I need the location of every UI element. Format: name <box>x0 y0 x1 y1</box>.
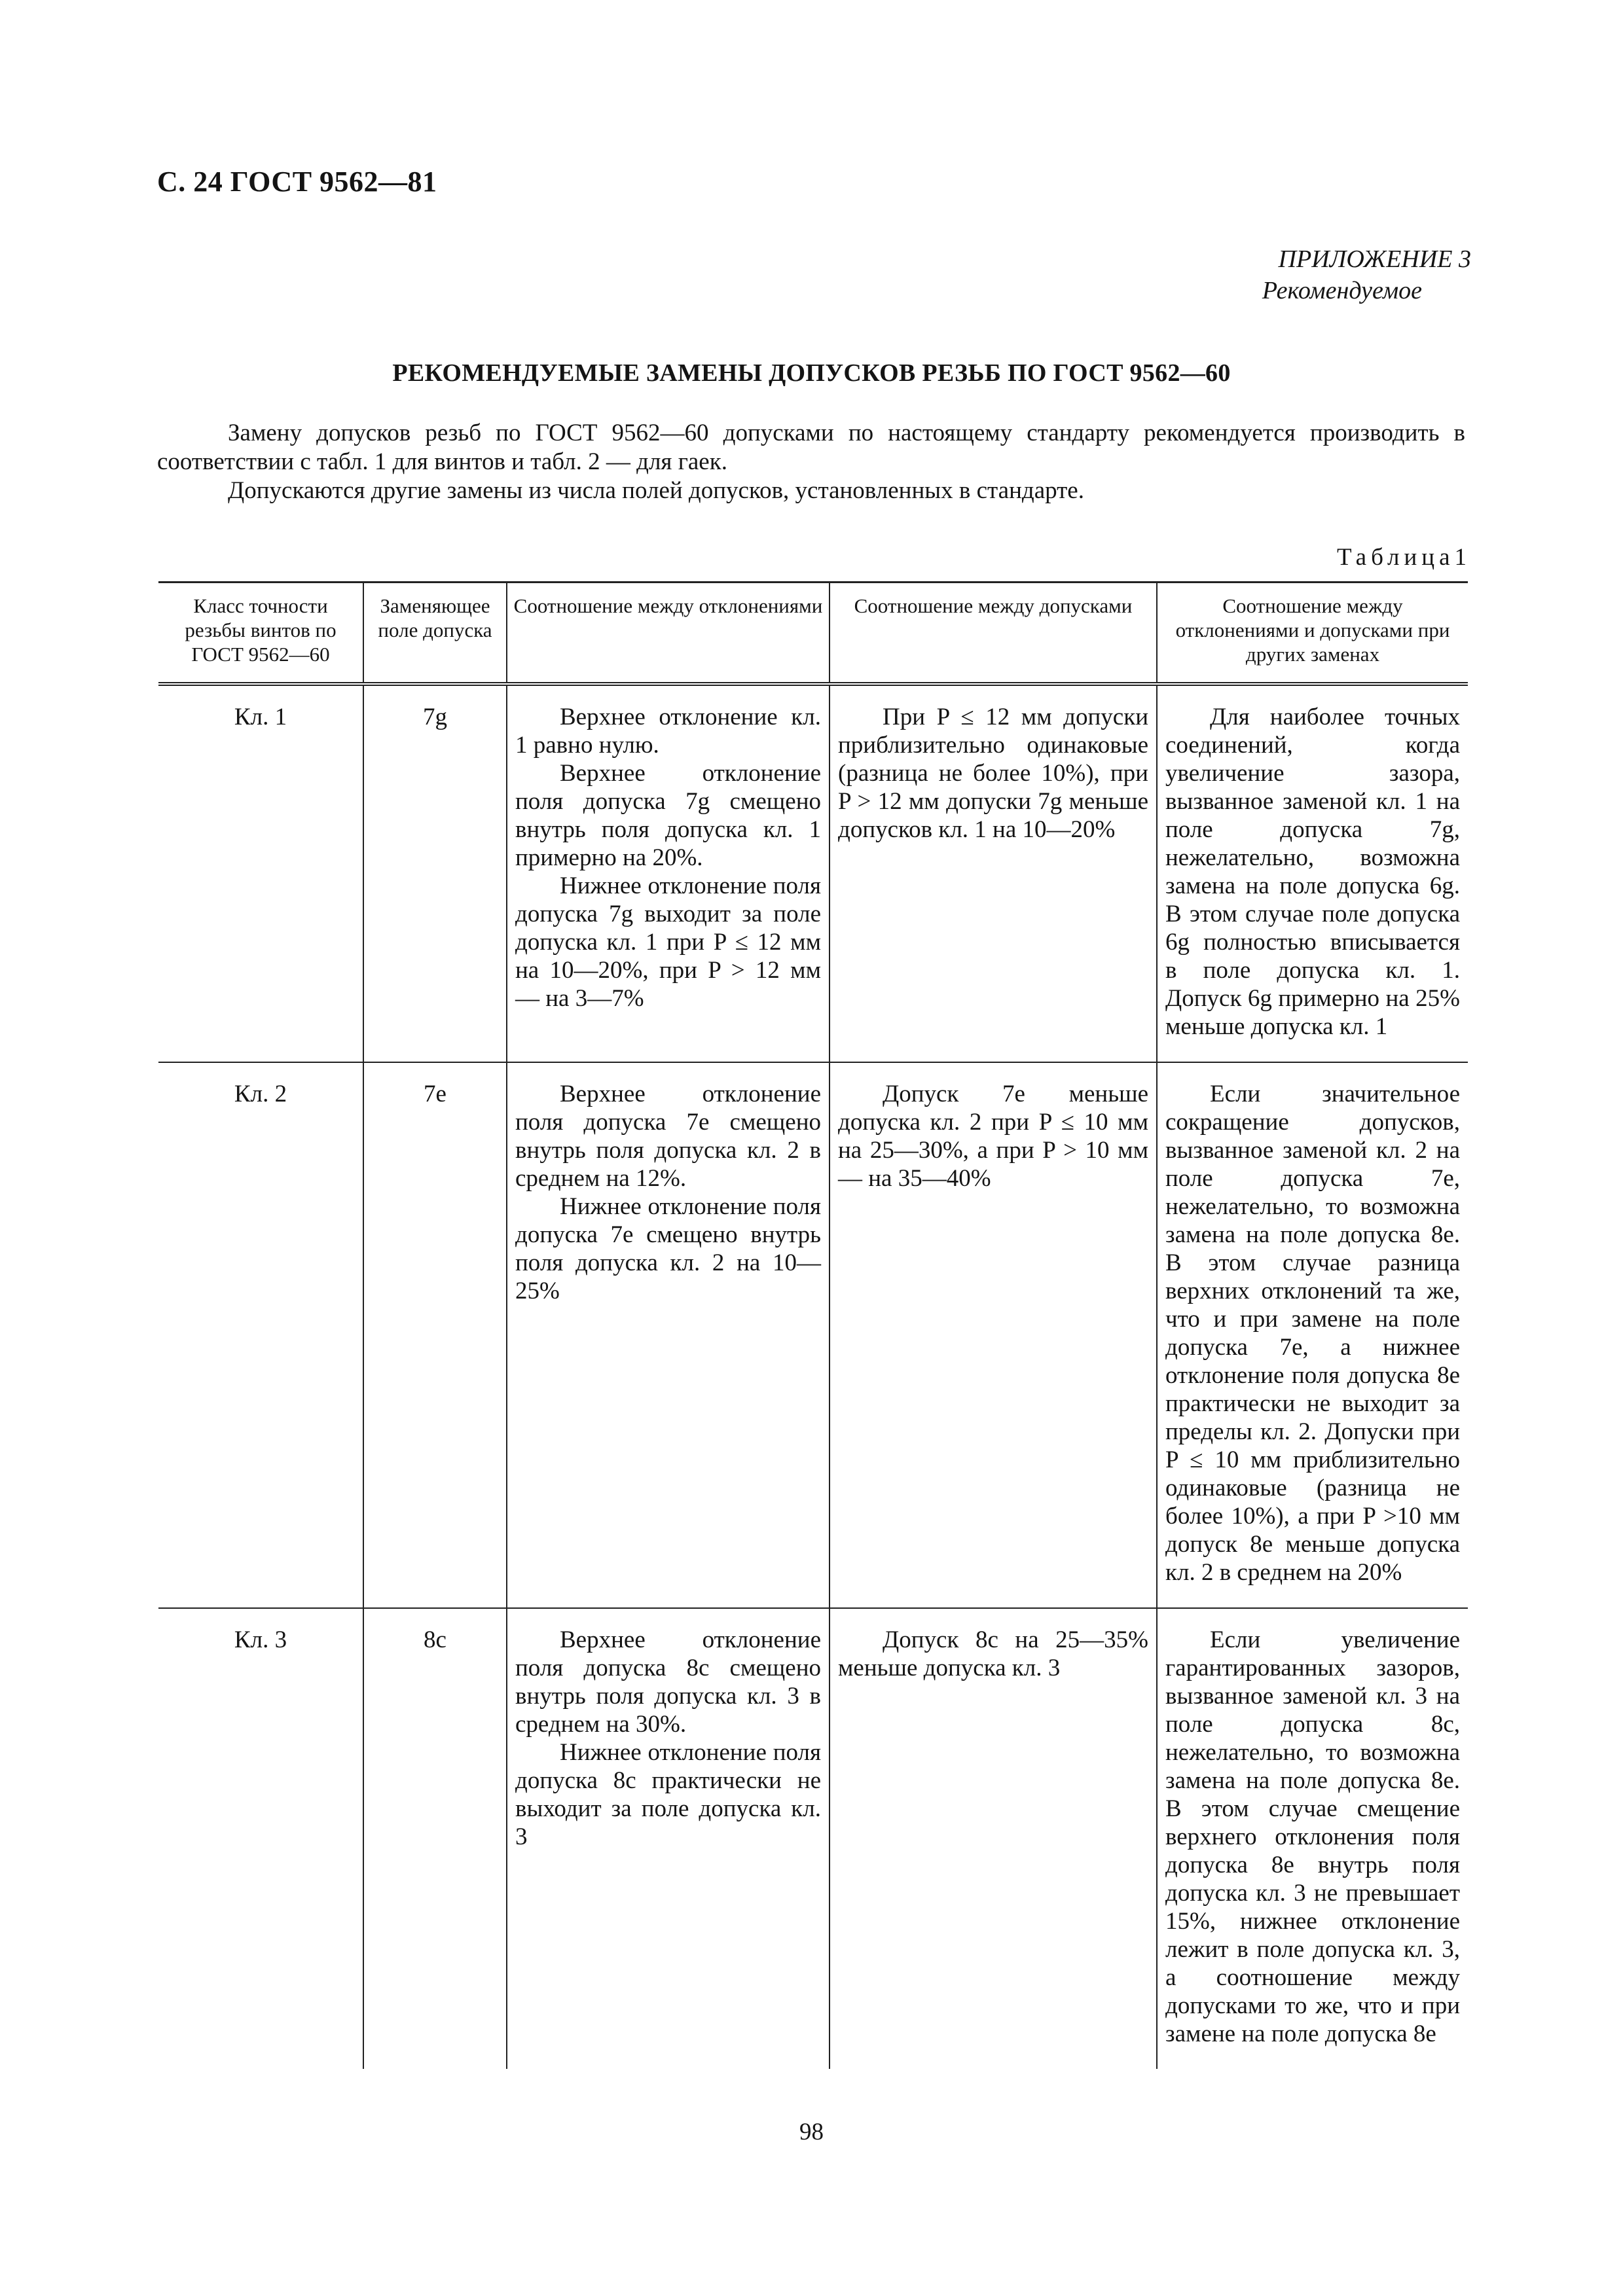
deviation-text: Верхнее отклонение поля допуска 7e смещено внутрь поля допуска кл. 2 в среднем на 12%. <box>515 1081 821 1192</box>
cell-class: Кл. 1 <box>158 684 363 1062</box>
deviation-text: Верхнее отклонение кл. 1 равно нулю. <box>515 704 821 759</box>
other-text: Если значительное сокращение допусков, вызванное заменой кл. 2 на поле допуска 7e, нежелательно, то возможна замена на поле допуска 8e. В этом случае разница верхних отклонений та же, что и при замене на поле допуска 7e, а нижнее отклонение поля допуска 8e практически не выходит за пределы кл. 2. Допуски при P ≤ 10 мм приблизительно одинаковые (разница не более 10%), а при P >10 мм допуск 8e меньше допуска кл. 2 в среднем на 20% <box>1165 1081 1460 1586</box>
intro-paragraph: Допускаются другие замены из числа полей допусков, установленных в стандарте. <box>228 477 1084 504</box>
tolerance-text: Допуск 7e меньше допуска кл. 2 при P ≤ 10 мм на 25—30%, а при P > 10 мм — на 35—40% <box>838 1081 1148 1192</box>
deviation-text: Верхнее отклонение поля допуска 8c смещено внутрь поля допуска кл. 3 в среднем на 30%. <box>515 1626 821 1738</box>
header-class: Класс точности резьбы винтов по ГОСТ 9562—60 <box>158 583 363 685</box>
appendix-status: Рекомендуемое <box>1262 277 1422 304</box>
header-field: Заменяющее поле допуска <box>363 583 507 685</box>
cell-class: Кл. 3 <box>234 1626 287 1653</box>
header-deviations: Соотношение между отклонениями <box>507 583 830 685</box>
cell-other <box>1157 1608 1468 2069</box>
other-text: Для наиболее точных соединений, когда увеличение зазора, вызванное заменой кл. 1 на поле допуска 7g, нежелательно, возможна замена на поле допуска 6g. В этом случае поле допуска 6g полностью вписывается в поле допуска кл. 1. Допуск 6g примерно на 25% меньше допуска кл. 1 <box>1165 704 1460 1040</box>
cell-deviations <box>507 684 830 1062</box>
deviation-text: Нижнее отклонение поля допуска 7g выходит за поле допуска кл. 1 при P ≤ 12 мм на 10—20%, при P > 12 мм — на 3—7% <box>515 872 821 1012</box>
page-number: 98 <box>799 2119 824 2145</box>
table-row <box>158 684 1468 1062</box>
cell-deviations <box>507 1062 830 1608</box>
header-tolerances: Соотношение между допусками <box>830 583 1157 685</box>
appendix-number: ПРИЛОЖЕНИЕ 3 <box>1278 245 1471 273</box>
other-text: Если увеличение гарантированных зазоров, вызванное заменой кл. 3 на поле допуска 8c, нежелательно, то возможна замена на поле допуска 8e. В этом случае смещение верхнего отклонения поля допуска 8e внутрь поля допуска кл. 3 не превышает 15%, нижнее отклонение лежит в поле допуска кл. 3, а соотношение между допусками то же, что и при замене на поле допуска 8e <box>1165 1626 1460 2047</box>
cell-tolerances <box>830 1608 1157 2069</box>
cell-deviations <box>507 1608 830 2069</box>
table-row <box>158 1062 1468 1608</box>
cell-field: 8c <box>363 1608 507 2069</box>
intro-text <box>157 419 1465 505</box>
table-header-row <box>158 583 1468 685</box>
intro-paragraph: Замену допусков резьб по ГОСТ 9562—60 допусками по настоящему стандарту рекомендуется производить в соответствии с табл. 1 для винтов и табл. 2 — для гаек. <box>157 420 1465 475</box>
cell-class: Кл. 2 <box>158 1062 363 1608</box>
deviation-text: Нижнее отклонение поля допуска 8c практически не выходит за поле допуска кл. 3 <box>515 1739 821 1850</box>
deviation-text: Нижнее отклонение поля допуска 7e смещено внутрь поля допуска кл. 2 на 10—25% <box>515 1193 821 1304</box>
tolerance-text: При P ≤ 12 мм допуски приблизительно одинаковые (разница не более 10%), при P > 12 мм допуски 7g меньше допусков кл. 1 на 10—20% <box>838 704 1148 843</box>
cell-field: 7e <box>363 1062 507 1608</box>
table-caption: Таблица1 <box>1337 544 1471 571</box>
header-other: Соотношение между отклонениями и допусками при других заменах <box>1157 583 1468 685</box>
appendix-label <box>1262 243 1471 306</box>
page-header: С. 24 ГОСТ 9562—81 <box>157 166 437 198</box>
replacement-table <box>158 581 1468 2069</box>
table-row <box>158 1608 1468 2069</box>
cell-tolerances <box>830 1062 1157 1608</box>
document-title: РЕКОМЕНДУЕМЫЕ ЗАМЕНЫ ДОПУСКОВ РЕЗЬБ ПО ГОСТ 9562—60 <box>392 359 1231 387</box>
cell-field: 7g <box>363 684 507 1062</box>
tolerance-text: Допуск 8c на 25—35% меньше допуска кл. 3 <box>838 1626 1148 1681</box>
cell-other <box>1157 684 1468 1062</box>
deviation-text: Верхнее отклонение поля допуска 7g смещено внутрь поля допуска кл. 1 примерно на 20%. <box>515 760 821 871</box>
cell-tolerances <box>830 684 1157 1062</box>
cell-other <box>1157 1062 1468 1608</box>
